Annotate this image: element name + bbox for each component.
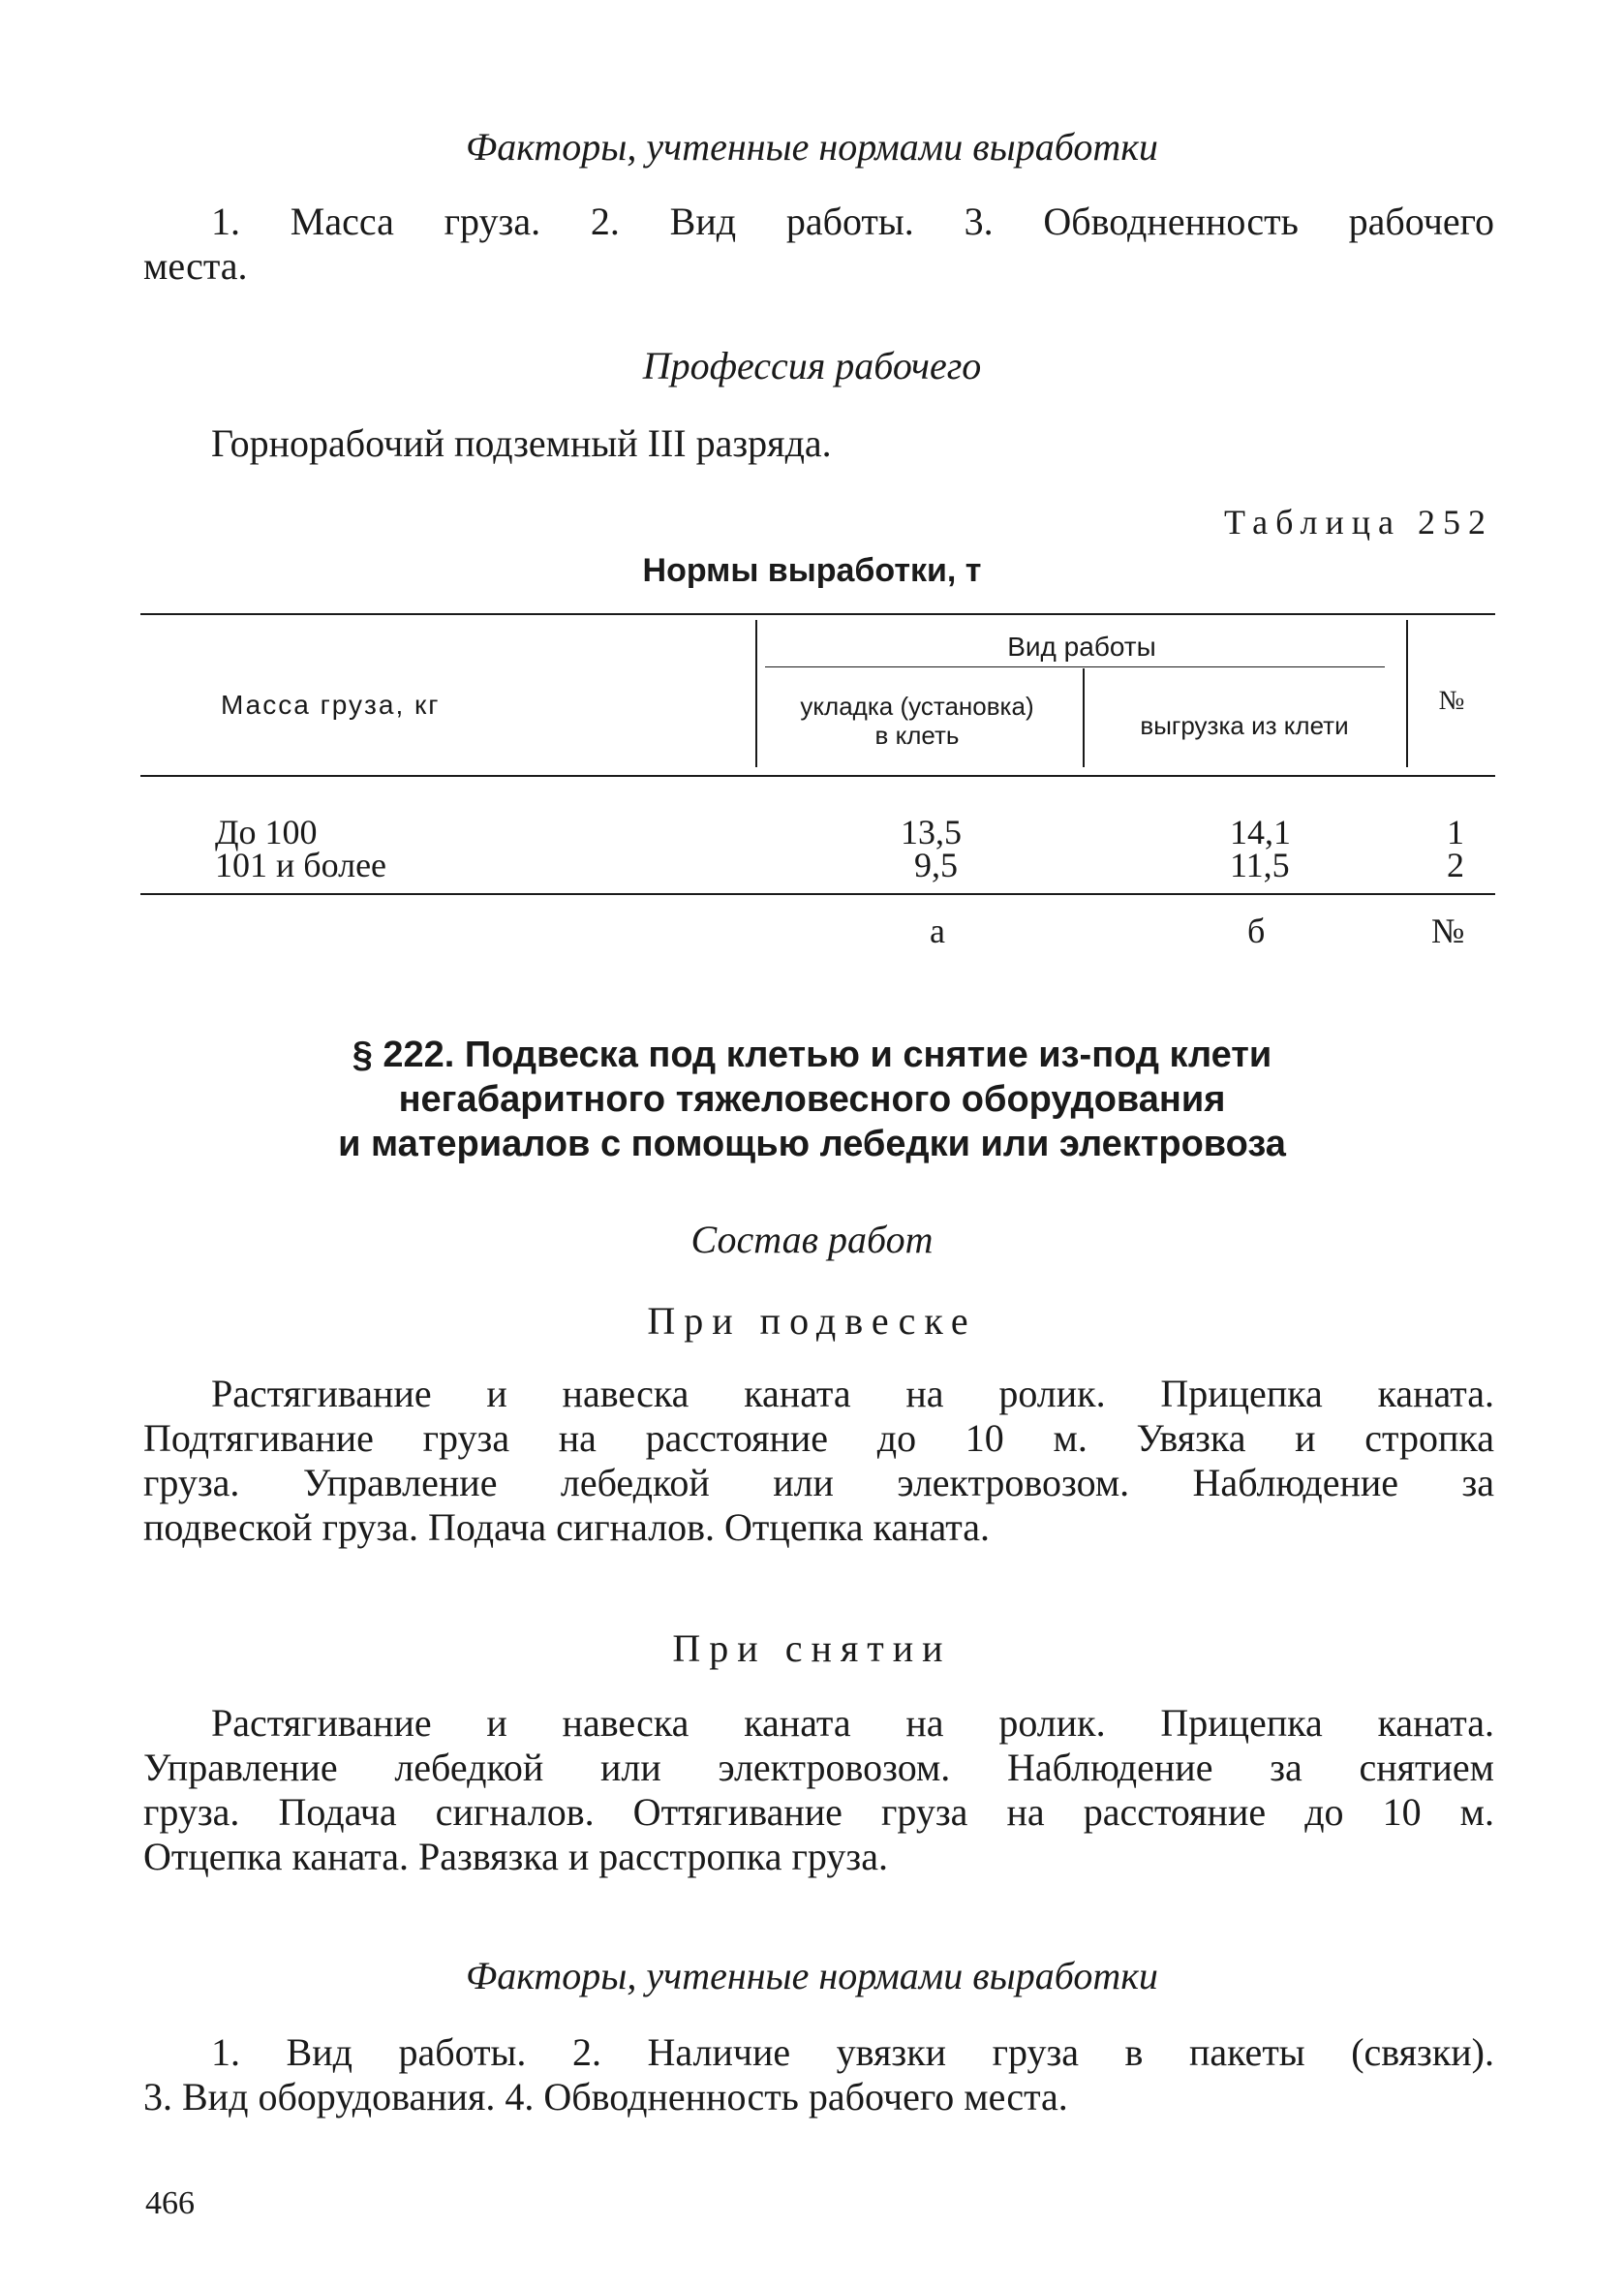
factors-paragraph-2	[143, 2030, 1494, 2119]
header-work-type: Вид работы	[1007, 632, 1156, 662]
footer-num: №	[1431, 912, 1465, 950]
profession-heading: Профессия рабочего	[642, 344, 982, 387]
header-col-b: выгрузка из клети	[1140, 711, 1349, 740]
section-title	[0, 1033, 1624, 1166]
section-title-line1: § 222. Подвеска под клетью и снятие из-под клети	[352, 1035, 1272, 1075]
removal-line-2: Управление лебедкой или электровозом. Наблюдение за снятием	[143, 1746, 1494, 1789]
hanging-line-3: груза. Управление лебедкой или электровозом. Наблюдение за	[143, 1461, 1494, 1504]
header-bottom-rule	[140, 775, 1495, 777]
row1-mass: До 100	[215, 813, 318, 851]
hanging-line-2: Подтягивание груза на расстояние до 10 м. Увязка и стропка	[143, 1416, 1494, 1460]
factors-heading-2: Факторы, учтенные нормами выработки	[466, 1954, 1158, 1997]
removal-line-3: груза. Подача сигналов. Оттягивание груза на расстояние до 10 м.	[143, 1790, 1494, 1834]
hanging-line-4: подвеской груза. Подача сигналов. Отцепка каната.	[143, 1505, 990, 1549]
row1-a: 13,5	[901, 813, 962, 851]
header-col-a	[757, 692, 1077, 750]
section-title-line3: и материалов с помощью лебедки или электровоза	[338, 1124, 1286, 1164]
table-label: Таблица 252	[1224, 503, 1493, 541]
header-num: №	[1438, 686, 1465, 716]
hanging-line-1: Растягивание и навеска каната на ролик. Прицепка каната.	[211, 1372, 1494, 1415]
hanging-heading: При подвеске	[647, 1299, 977, 1343]
header-col-a-line1: укладка (установка)	[800, 692, 1034, 721]
table-bottom-rule	[140, 893, 1495, 895]
row1-b: 14,1	[1230, 813, 1291, 851]
header-col-a-line2: в клеть	[874, 721, 960, 750]
removal-heading: При снятии	[672, 1626, 952, 1670]
row2-a: 9,5	[914, 846, 958, 884]
footer-a: а	[930, 912, 945, 950]
hanging-paragraph	[143, 1372, 1494, 1550]
table-title: Нормы выработки, т	[642, 552, 982, 589]
row1-num: 1	[1447, 813, 1464, 851]
header-mass: Масса груза, кг	[221, 690, 441, 720]
factors2-line-2: 3. Вид оборудования. 4. Обводненность рабочего места.	[143, 2075, 1068, 2119]
removal-paragraph	[143, 1701, 1494, 1879]
factors-heading-1: Факторы, учтенные нормами выработки	[466, 125, 1158, 169]
row2-b: 11,5	[1230, 846, 1290, 884]
profession-text: Горнорабочий подземный III разряда.	[211, 421, 832, 465]
factors-paragraph-1	[143, 200, 1494, 289]
row2-num: 2	[1447, 846, 1464, 884]
factors2-line-1: 1. Вид работы. 2. Наличие увязки груза в пакеты (связки).	[211, 2030, 1494, 2074]
factors-line-1: 1. Масса груза. 2. Вид работы. 3. Обводненность рабочего	[211, 200, 1494, 243]
row2-mass: 101 и более	[215, 846, 387, 884]
work-composition-heading: Состав работ	[690, 1218, 934, 1261]
header-group-rule	[765, 666, 1385, 667]
section-title-line2: негабаритного тяжеловесного оборудования	[398, 1079, 1226, 1120]
table-top-rule	[140, 613, 1495, 615]
factors-line-2: места.	[143, 244, 248, 288]
footer-b: б	[1247, 912, 1266, 950]
page-number: 466	[145, 2185, 195, 2221]
removal-line-1: Растягивание и навеска каната на ролик. Прицепка каната.	[211, 1701, 1494, 1745]
removal-line-4: Отцепка каната. Развязка и расстропка груза.	[143, 1835, 888, 1878]
